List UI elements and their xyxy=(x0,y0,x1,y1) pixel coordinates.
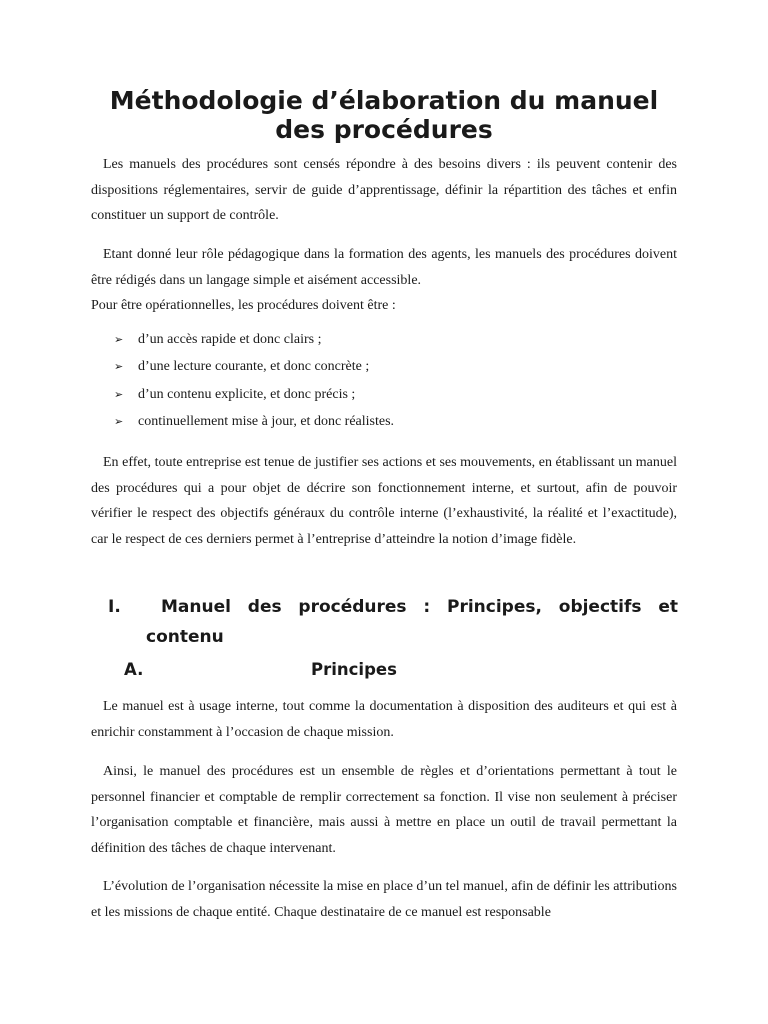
paragraph-justification: En effet, toute entreprise est tenue de justifier ses actions et ses mouvements, en établissant un manuel des procédures qui a pour objet de décrire son fonctionnement interne, et surtout, afin de pouvoir vérifier le respect des objectifs généraux du contrôle interne (l’exhaustivité, la réalité et l’exactitude), car le respect de ces derniers permet à l’entreprise d’atteindre la notion d’image fidèle. xyxy=(91,455,677,547)
paragraph-operational: Pour être opérationnelles, les procédures doivent être : xyxy=(91,298,396,313)
intro-paragraph: Les manuels des procédures sont censés répondre à des besoins divers : ils peuvent contenir des dispositions réglementaires, servir de guide d’apprentissage, définir la répartition des tâches et enfin constituer un support de contrôle. xyxy=(91,157,677,223)
list-item-text: d’un contenu explicite, et donc précis ; xyxy=(138,386,356,402)
list-item xyxy=(114,353,674,380)
arrow-bullet-icon: ➢ xyxy=(114,333,124,346)
section-title-line2: contenu xyxy=(146,627,224,647)
list-item-text: d’une lecture courante, et donc concrète ; xyxy=(138,359,370,375)
subsection-title: Principes xyxy=(311,660,397,679)
list-item xyxy=(114,326,674,353)
paragraph-internal-use: Le manuel est à usage interne, tout comme la documentation à disposition des auditeurs et qui est à enrichir constamment à l’occasion de chaque mission. xyxy=(91,699,677,740)
requirements-list xyxy=(114,326,674,435)
section-title-line1: Manuel des procédures : Principes, objectifs et xyxy=(161,597,678,617)
paragraph-rules: Ainsi, le manuel des procédures est un ensemble de règles et d’orientations permettant à tout le personnel financier et comptable de remplir correctement sa fonction. Il vise non seulement à préciser l’organisation comptable et financière, mais aussi à mettre en place un outil de travail permettant la définition des tâches de chaque intervenant. xyxy=(91,764,677,856)
list-item-text: d’un accès rapide et donc clairs ; xyxy=(138,332,322,347)
subsection-number: A. xyxy=(124,660,144,679)
list-item xyxy=(114,408,674,435)
list-item-text: continuellement mise à jour, et donc réalistes. xyxy=(138,413,395,429)
arrow-bullet-icon: ➢ xyxy=(114,414,124,428)
arrow-bullet-icon: ➢ xyxy=(114,387,124,401)
paragraph-evolution: L’évolution de l’organisation nécessite la mise en place d’un tel manuel, afin de définir les attributions et les missions de chaque entité. Chaque destinataire de ce manuel est responsable xyxy=(91,879,677,920)
list-item xyxy=(114,381,674,408)
section-number: I. xyxy=(108,597,121,617)
paragraph-role: Etant donné leur rôle pédagogique dans la formation des agents, les manuels des procédures doivent être rédigés dans un langage simple et aisément accessible. xyxy=(91,247,677,288)
arrow-bullet-icon: ➢ xyxy=(114,360,124,374)
document-title: Méthodologie d’élaboration du manuel des procédures xyxy=(109,86,659,144)
